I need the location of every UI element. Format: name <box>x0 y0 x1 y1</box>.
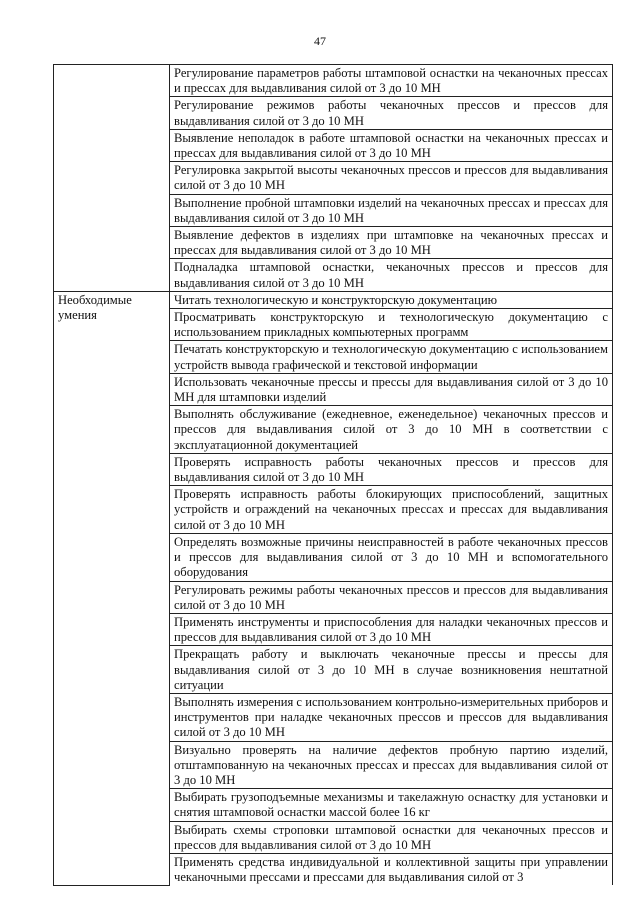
requirement-item: Выявление неполадок в работе штамповой оснастки на чеканочных прессах и прессах для выдавливания силой от 3 до 10 МН <box>170 129 613 161</box>
section-label: Необходимые умения <box>54 291 170 885</box>
requirement-item: Просматривать конструкторскую и технологическую документацию с использованием прикладных компьютерных программ <box>170 309 613 341</box>
requirement-item: Применять средства индивидуальной и коллективной защиты при управлении чеканочными прессами и прессами для выдавливания силой от 3 <box>170 853 613 885</box>
requirement-item: Применять инструменты и приспособления для наладки чеканочных прессов и прессов для выдавливания силой от 3 до 10 МН <box>170 613 613 645</box>
requirement-item: Регулирование режимов работы чеканочных прессов и прессов для выдавливания силой от 3 до 10 МН <box>170 97 613 129</box>
requirement-item: Выполнять обслуживание (ежедневное, еженедельное) чеканочных прессов и прессов для выдавливания силой от 3 до 10 МН в соответствии с эксплуатационной документацией <box>170 406 613 454</box>
requirement-item: Визуально проверять на наличие дефектов пробную партию изделий, отштампованную на чеканочных прессах и прессах для выдавливания силой от 3 до 10 МН <box>170 741 613 789</box>
requirement-item: Регулировка закрытой высоты чеканочных прессов и прессов для выдавливания силой от 3 до 10 МН <box>170 162 613 194</box>
requirement-item: Проверять исправность работы чеканочных прессов и прессов для выдавливания силой от 3 до 10 МН <box>170 453 613 485</box>
page-number: 47 <box>314 34 326 48</box>
requirements-table <box>53 64 613 886</box>
requirement-item: Выбирать схемы строповки штамповой оснастки для чеканочных прессов и прессов для выдавливания силой от 3 до 10 МН <box>170 821 613 853</box>
section-label <box>54 65 170 292</box>
requirement-item: Регулировать режимы работы чеканочных прессов и прессов для выдавливания силой от 3 до 10 МН <box>170 581 613 613</box>
requirement-item: Выявление дефектов в изделиях при штамповке на чеканочных прессах и прессах для выдавливания силой от 3 до 10 МН <box>170 227 613 259</box>
requirement-item: Выполнение пробной штамповки изделий на чеканочных прессах и прессах для выдавливания силой от 3 до 10 МН <box>170 194 613 226</box>
requirement-item: Выполнять измерения с использованием контрольно-измерительных приборов и инструментов при наладке чеканочных прессов и прессов для выдавливания силой от 3 до 10 МН <box>170 693 613 741</box>
requirement-item: Прекращать работу и выключать чеканочные прессы и прессы для выдавливания силой от 3 до 10 МН в случае возникновения нештатной ситуации <box>170 646 613 694</box>
requirement-item: Регулирование параметров работы штамповой оснастки на чеканочных прессах и прессах для выдавливания силой от 3 до 10 МН <box>170 65 613 97</box>
requirement-item: Выбирать грузоподъемные механизмы и такелажную оснастку для установки и снятия штамповой оснастки массой более 16 кг <box>170 789 613 821</box>
requirement-item: Использовать чеканочные прессы и прессы для выдавливания силой от 3 до 10 МН для штамповки изделий <box>170 373 613 405</box>
requirement-item: Печатать конструкторскую и технологическую документацию с использованием устройств вывода графической и текстовой информации <box>170 341 613 373</box>
requirement-item: Определять возможные причины неисправностей в работе чеканочных прессов и прессов для выдавливания силой от 3 до 10 МН и вспомогательного оборудования <box>170 533 613 581</box>
table-row <box>54 65 613 97</box>
table-row <box>54 291 613 308</box>
requirements-table-body <box>54 65 613 886</box>
requirement-item: Проверять исправность работы блокирующих приспособлений, защитных устройств и ограждений на чеканочных прессах и прессах для выдавливания силой от 3 до 10 МН <box>170 486 613 534</box>
requirement-item: Подналадка штамповой оснастки, чеканочных прессов и прессов для выдавливания силой от 3 до 10 МН <box>170 259 613 291</box>
requirement-item: Читать технологическую и конструкторскую документацию <box>170 291 613 308</box>
